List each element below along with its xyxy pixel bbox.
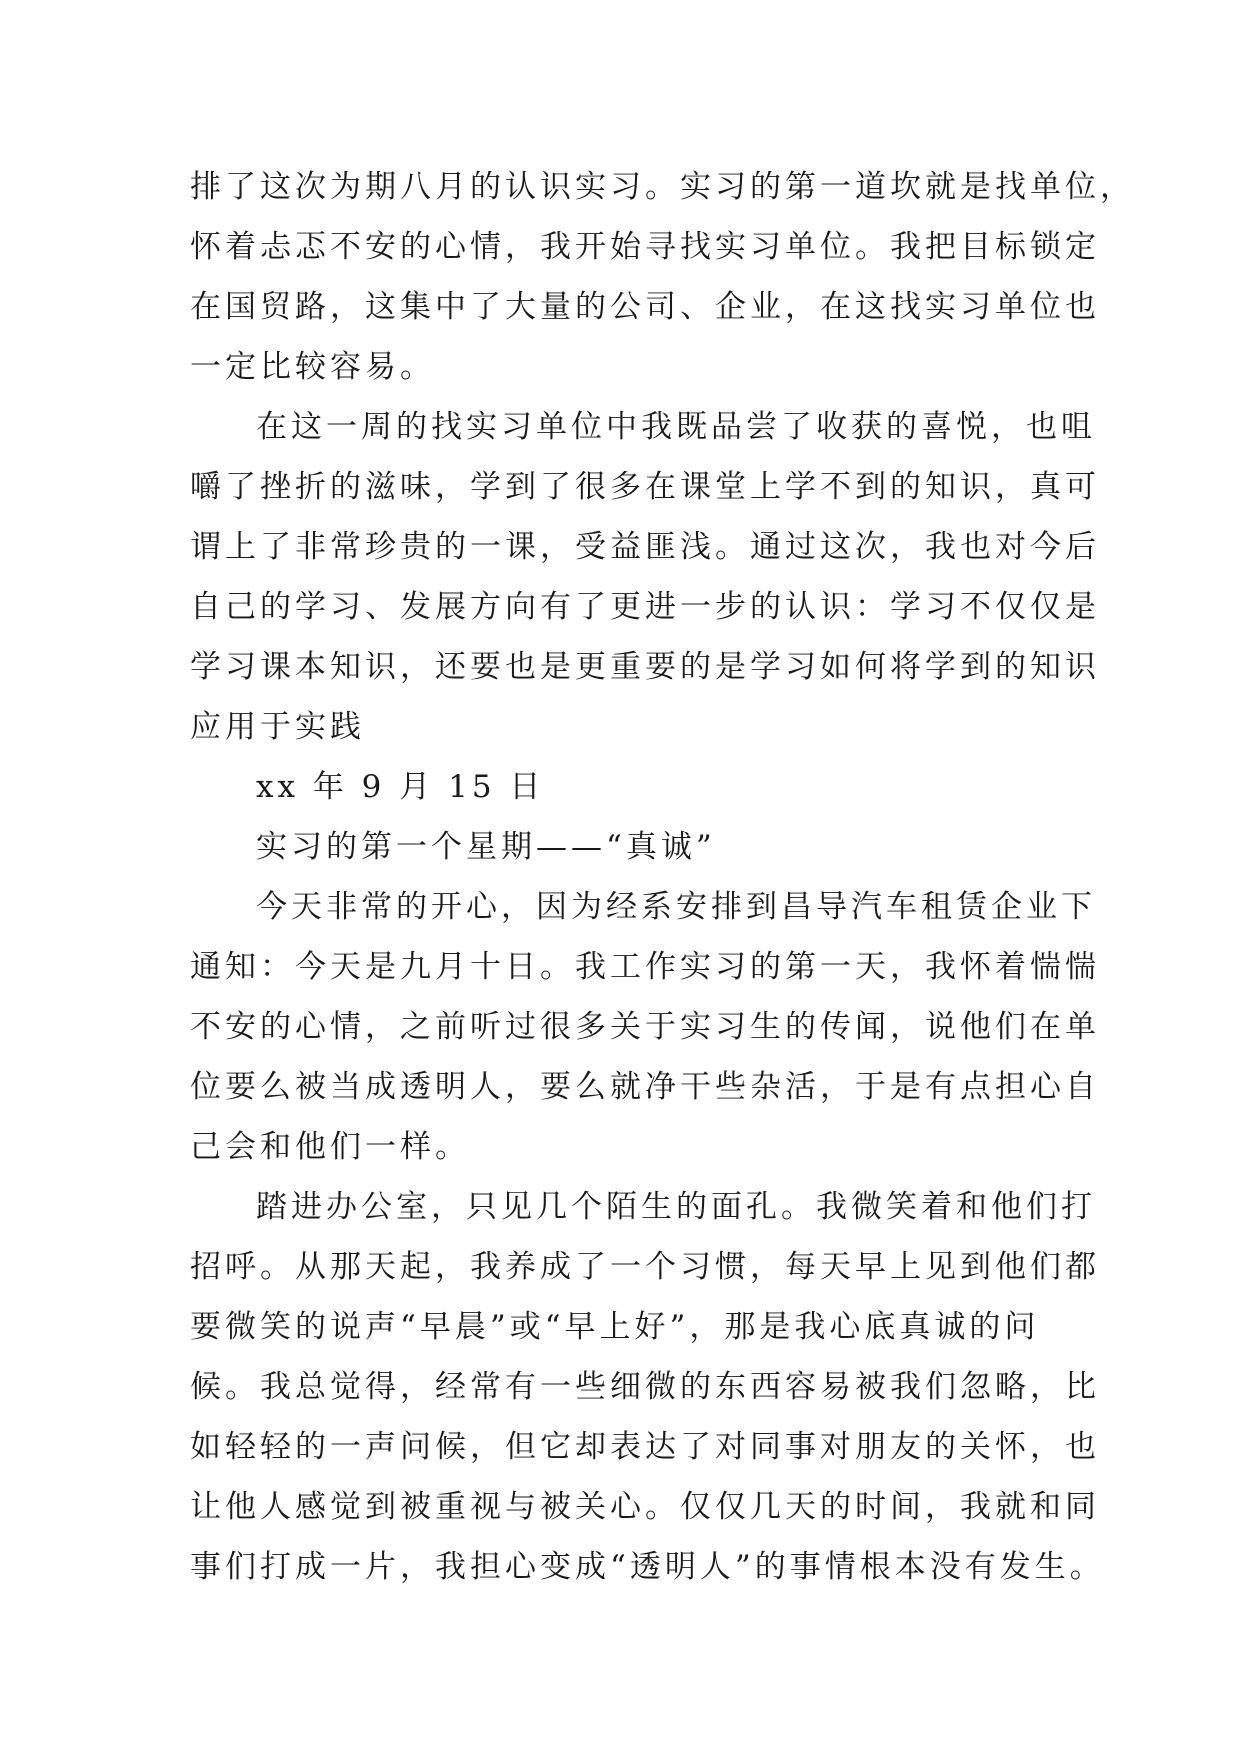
text-line: 应用于实践	[190, 709, 365, 745]
text-line: 己会和他们一样。	[190, 1129, 470, 1165]
text-line: 怀着忐忑不安的心情，我开始寻找实习单位。我把目标锁定	[190, 229, 1100, 265]
text-line: 学习课本知识，还要也是更重要的是学习如何将学到的知识	[190, 649, 1100, 685]
document-body	[190, 157, 1135, 1597]
text-line: 不安的心情，之前听过很多关于实习生的传闻，说他们在单	[190, 1009, 1100, 1045]
text-line: 在国贸路，这集中了大量的公司、企业，在这找实习单位也	[190, 289, 1100, 325]
text-line: 嚼了挫折的滋味，学到了很多在课堂上学不到的知识，真可	[190, 469, 1100, 505]
section-heading: 实习的第一个星期——“真诚”	[256, 829, 716, 865]
text-line: 要微笑的说声“早晨”或“早上好”，那是我心底真诚的问	[190, 1309, 1040, 1345]
paragraph-first-line: 在这一周的找实习单位中我既品尝了收获的喜悦，也咀	[256, 409, 1096, 445]
text-line: 通知：今天是九月十日。我工作实习的第一天，我怀着惴惴	[190, 949, 1100, 985]
text-line: 让他人感觉到被重视与被关心。仅仅几天的时间，我就和同	[190, 1489, 1100, 1525]
text-line: 如轻轻的一声问候，但它却表达了对同事对朋友的关怀，也	[190, 1429, 1100, 1465]
text-line: 自己的学习、发展方向有了更进一步的认识：学习不仅仅是	[190, 589, 1100, 625]
paragraph-first-line: 踏进办公室，只见几个陌生的面孔。我微笑着和他们打	[256, 1189, 1096, 1225]
text-line: 候。我总觉得，经常有一些细微的东西容易被我们忽略，比	[190, 1369, 1100, 1405]
text-line: 事们打成一片，我担心变成“透明人”的事情根本没有发生。	[190, 1549, 1105, 1585]
text-line: 位要么被当成透明人，要么就净干些杂活，于是有点担心自	[190, 1069, 1100, 1105]
text-line: 谓上了非常珍贵的一课，受益匪浅。通过这次，我也对今后	[190, 529, 1100, 565]
text-line: 一定比较容易。	[190, 349, 435, 385]
paragraph-first-line: 今天非常的开心，因为经系安排到昌导汽车租赁企业下	[256, 889, 1096, 925]
date-line: xx 年 9 月 15 日	[256, 769, 545, 805]
text-line: 招呼。从那天起，我养成了一个习惯，每天早上见到他们都	[190, 1249, 1100, 1285]
text-line: 排了这次为期八月的认识实习。实习的第一道坎就是找单位，	[190, 169, 1135, 205]
